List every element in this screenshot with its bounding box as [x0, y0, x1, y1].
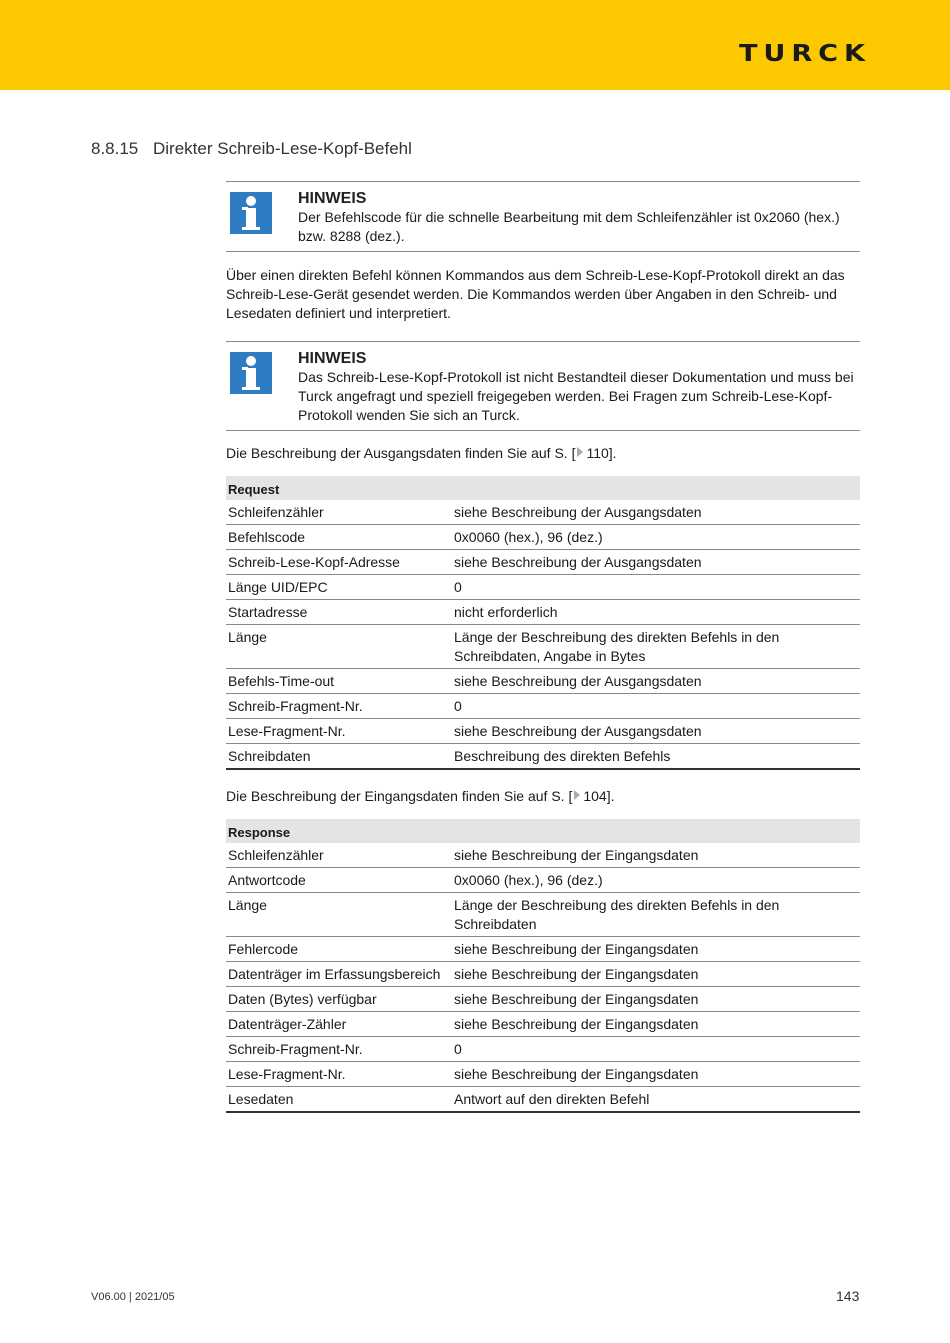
field-name-cell: Länge UID/EPC	[226, 575, 452, 600]
field-name-cell: Schreibdaten	[226, 744, 452, 770]
field-value-cell: Beschreibung des direkten Befehls	[452, 744, 860, 770]
field-name-cell: Lese-Fragment-Nr.	[226, 1062, 452, 1087]
table-row	[226, 1062, 860, 1087]
field-name-cell: Datenträger-Zähler	[226, 1012, 452, 1037]
field-value-cell: siehe Beschreibung der Ausgangsdaten	[452, 719, 860, 744]
reference-suffix: ].	[606, 788, 615, 804]
table-row	[226, 962, 860, 987]
table-row	[226, 1012, 860, 1037]
table-row	[226, 600, 860, 625]
field-value-cell: siehe Beschreibung der Eingangsdaten	[452, 1062, 860, 1087]
page-link[interactable]: 104	[583, 788, 607, 804]
table-row	[226, 575, 860, 600]
note-box	[226, 341, 860, 431]
field-name-cell: Lese-Fragment-Nr.	[226, 719, 452, 744]
info-icon	[230, 192, 272, 234]
table-row	[226, 625, 860, 669]
note-box	[226, 181, 860, 252]
field-value-cell: siehe Beschreibung der Eingangsdaten	[452, 962, 860, 987]
section-heading	[91, 139, 412, 159]
field-value-cell: Länge der Beschreibung des direkten Befehls in den Schreibdaten	[452, 893, 860, 937]
field-name-cell: Befehls-Time-out	[226, 669, 452, 694]
field-name-cell: Länge	[226, 625, 452, 669]
note-title: HINWEIS	[298, 190, 367, 207]
field-value-cell: Antwort auf den direkten Befehl	[452, 1087, 860, 1113]
note-title: HINWEIS	[298, 350, 367, 367]
page-ref-arrow-icon	[574, 790, 580, 800]
field-name-cell: Schreib-Lese-Kopf-Adresse	[226, 550, 452, 575]
field-value-cell: siehe Beschreibung der Eingangsdaten	[452, 1012, 860, 1037]
footer-version: V06.00 | 2021/05	[91, 1291, 175, 1303]
table-header: Request	[226, 476, 860, 500]
request-table	[226, 476, 860, 770]
header-bar	[0, 0, 950, 90]
table-row	[226, 525, 860, 550]
field-name-cell: Schreib-Fragment-Nr.	[226, 1037, 452, 1062]
field-name-cell: Schreib-Fragment-Nr.	[226, 694, 452, 719]
field-name-cell: Datenträger im Erfassungsbereich	[226, 962, 452, 987]
response-reference	[226, 787, 860, 806]
field-name-cell: Befehlscode	[226, 525, 452, 550]
section-number: 8.8.15	[91, 139, 139, 158]
reference-text: Die Beschreibung der Eingangsdaten finden Sie auf S. [	[226, 788, 573, 804]
table-row	[226, 1037, 860, 1062]
turck-logo: TURCK	[739, 41, 871, 67]
field-value-cell: Länge der Beschreibung des direkten Befehls in den Schreibdaten, Angabe in Bytes	[452, 625, 860, 669]
table-row	[226, 669, 860, 694]
field-value-cell: 0	[452, 1037, 860, 1062]
page-ref-arrow-icon	[577, 447, 583, 457]
field-value-cell: siehe Beschreibung der Eingangsdaten	[452, 843, 860, 868]
note-text: Der Befehlscode für die schnelle Bearbeitung mit dem Schleifenzähler ist 0x2060 (hex.) bzw. 8288 (dez.).	[298, 209, 840, 244]
body-paragraph: Über einen direkten Befehl können Kommandos aus dem Schreib-Lese-Kopf-Protokoll direkt an das Schreib-Lese-Gerät gesendet werden. Die Kommandos werden über Angaben in den Schreib- und Lesedaten definiert und interpretiert.	[226, 267, 845, 321]
field-value-cell: siehe Beschreibung der Ausgangsdaten	[452, 500, 860, 525]
info-icon	[230, 352, 272, 394]
field-value-cell: siehe Beschreibung der Eingangsdaten	[452, 987, 860, 1012]
section-title: Direkter Schreib-Lese-Kopf-Befehl	[153, 139, 412, 158]
table-row	[226, 719, 860, 744]
page-content	[226, 181, 860, 1113]
reference-text: Die Beschreibung der Ausgangsdaten finden Sie auf S. [	[226, 445, 576, 461]
field-value-cell: siehe Beschreibung der Ausgangsdaten	[452, 669, 860, 694]
table-row	[226, 550, 860, 575]
page-link[interactable]: 110	[586, 445, 609, 461]
table-row	[226, 893, 860, 937]
table-row	[226, 1087, 860, 1113]
response-table	[226, 819, 860, 1113]
table-row	[226, 987, 860, 1012]
field-name-cell: Fehlercode	[226, 937, 452, 962]
field-value-cell: siehe Beschreibung der Eingangsdaten	[452, 937, 860, 962]
field-name-cell: Schleifenzähler	[226, 843, 452, 868]
field-value-cell: 0	[452, 694, 860, 719]
field-name-cell: Antwortcode	[226, 868, 452, 893]
field-name-cell: Startadresse	[226, 600, 452, 625]
field-value-cell: nicht erforderlich	[452, 600, 860, 625]
field-value-cell: 0	[452, 575, 860, 600]
field-value-cell: 0x0060 (hex.), 96 (dez.)	[452, 868, 860, 893]
table-row	[226, 868, 860, 893]
table-row	[226, 843, 860, 868]
field-name-cell: Schleifenzähler	[226, 500, 452, 525]
field-value-cell: 0x0060 (hex.), 96 (dez.)	[452, 525, 860, 550]
page-number: 143	[836, 1288, 860, 1304]
table-header: Response	[226, 819, 860, 843]
reference-suffix: ].	[608, 445, 617, 461]
table-row	[226, 937, 860, 962]
table-row	[226, 694, 860, 719]
table-row	[226, 500, 860, 525]
field-name-cell: Daten (Bytes) verfügbar	[226, 987, 452, 1012]
request-reference	[226, 444, 860, 463]
note-text: Das Schreib-Lese-Kopf-Protokoll ist nicht Bestandteil dieser Dokumentation und muss bei Turck angefragt und speziell freigegeben werden. Bei Fragen zum Schreib-Lese-Kopf-Protokoll wenden Sie sich an Turck.	[298, 369, 854, 423]
field-value-cell: siehe Beschreibung der Ausgangsdaten	[452, 550, 860, 575]
field-name-cell: Länge	[226, 893, 452, 937]
field-name-cell: Lesedaten	[226, 1087, 452, 1113]
table-row	[226, 744, 860, 770]
